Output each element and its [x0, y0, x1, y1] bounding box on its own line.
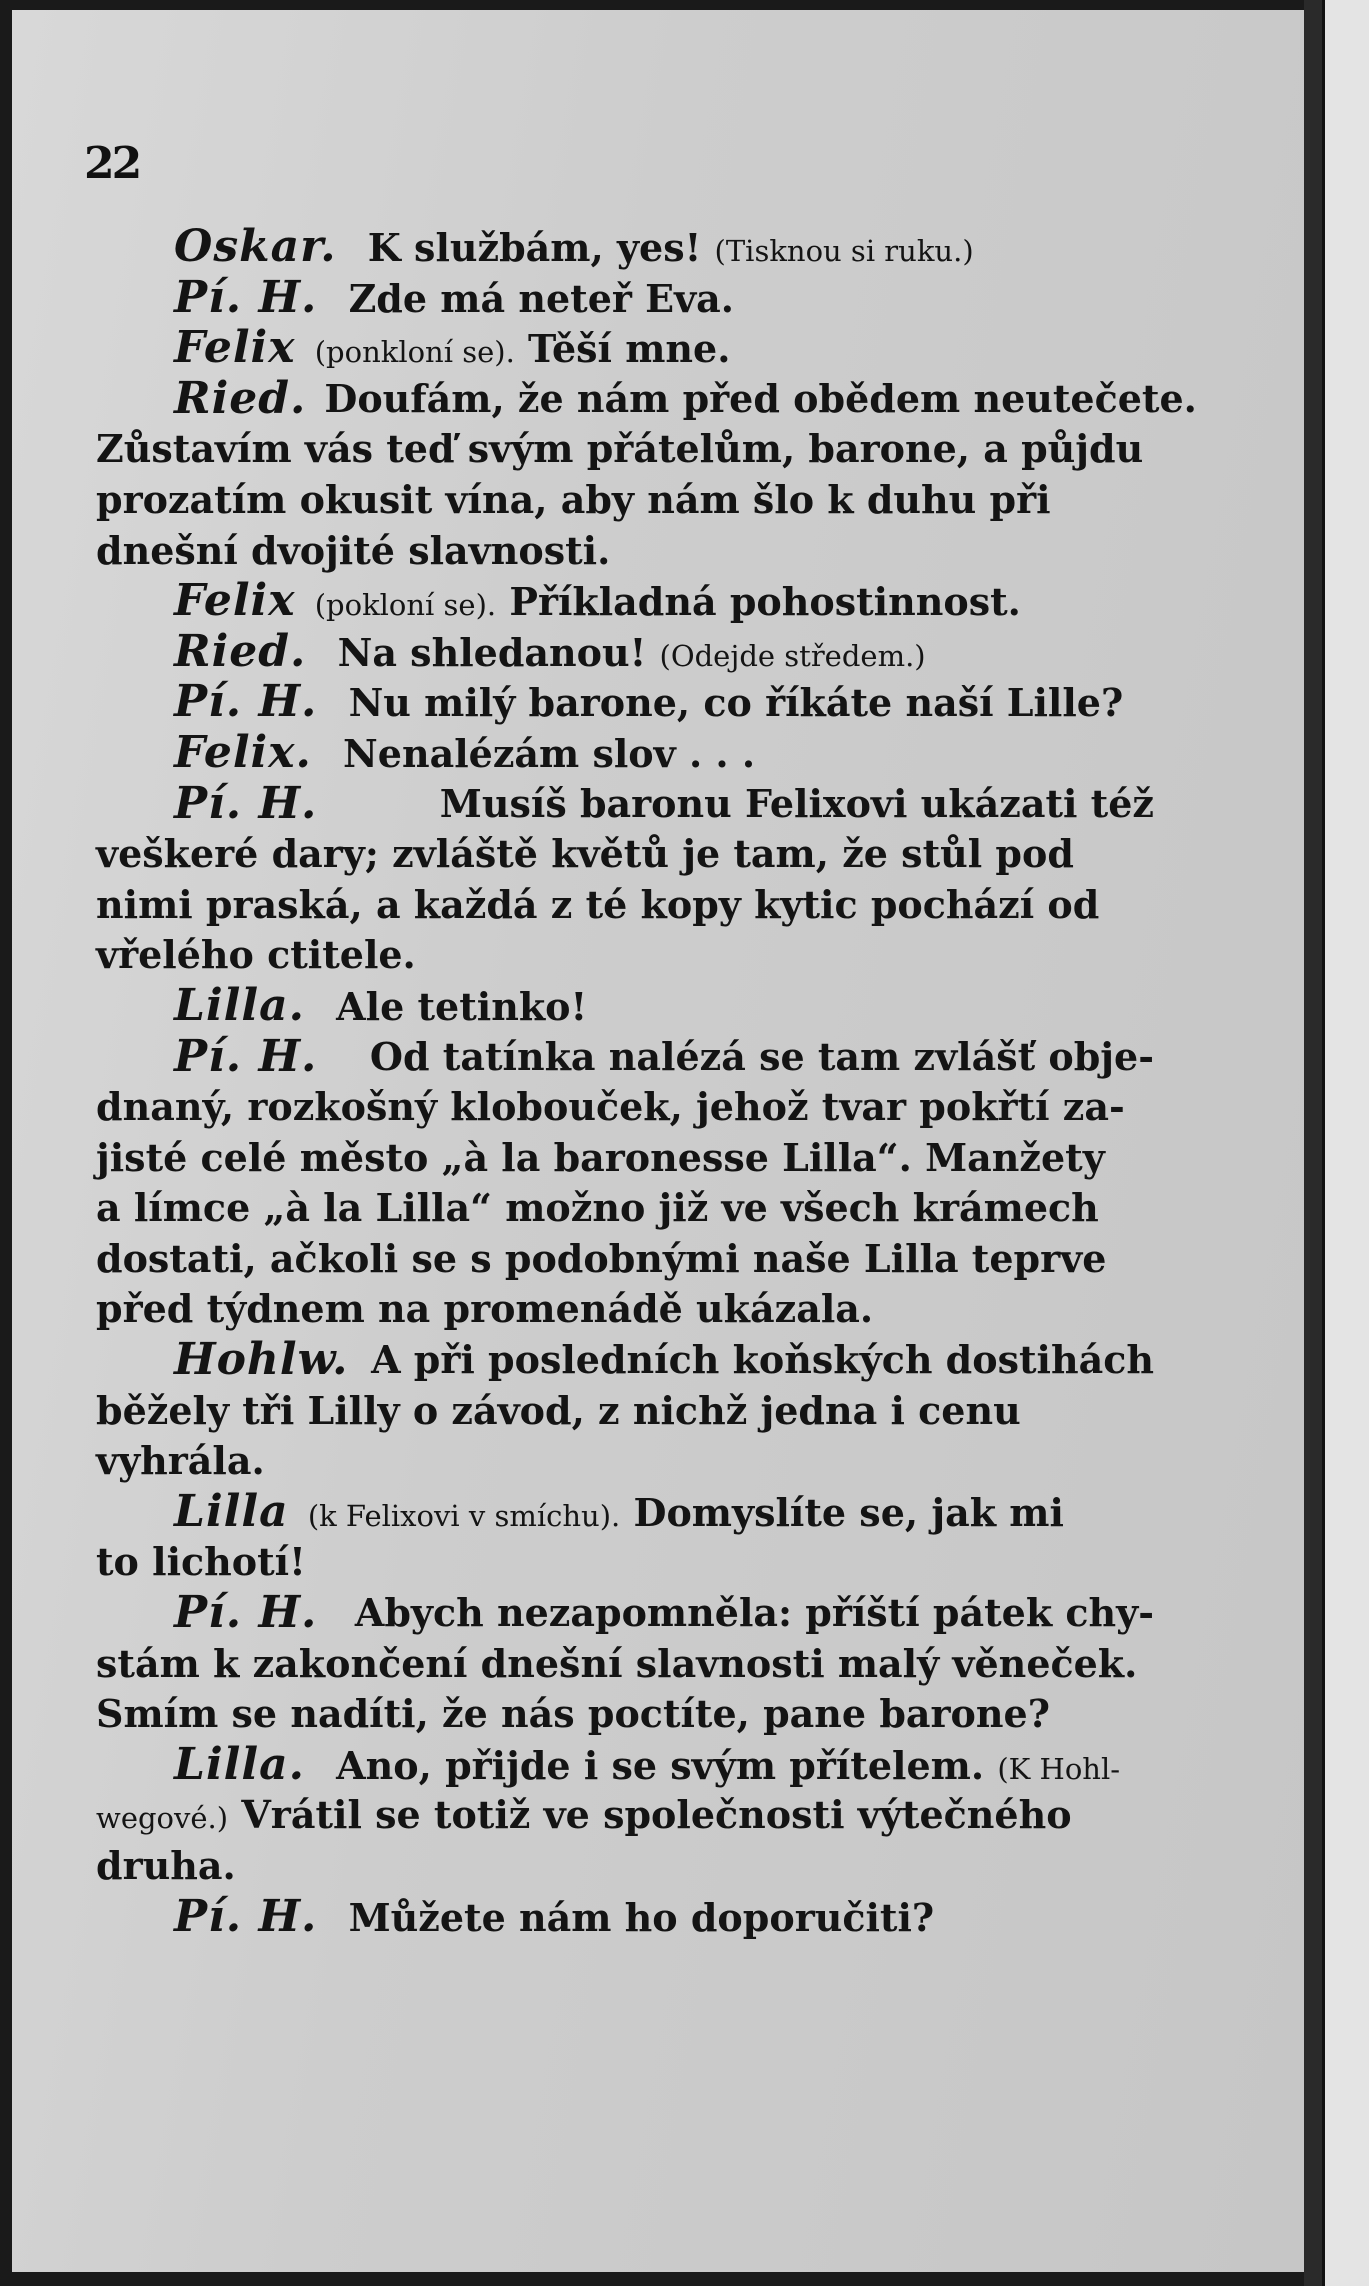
dialogue-text: A při posledních koňských dostihách [371, 1337, 1154, 1383]
play-text [96, 221, 1197, 1942]
dialogue-text: vyhrála. [96, 1438, 265, 1484]
dialogue-text: Doufám, že nám před obědem neutečete. [324, 375, 1197, 421]
speaker-name: Felix. [174, 726, 312, 778]
facing-page-edge [1322, 0, 1369, 2286]
text-line [96, 424, 1154, 475]
text-line [96, 1234, 1154, 1285]
stage-direction: (Tisknou si ruku.) [714, 234, 974, 268]
dialogue-text: Nenalézám slov . . . [343, 730, 756, 776]
dialogue-text: a límce „à la Lilla“ možno již ve všech krámech [96, 1185, 1099, 1231]
dialogue-text: Ano, přijde i se svým přítelem. [336, 1742, 985, 1788]
dialogue-text: před týdnem na promenádě ukázala. [96, 1286, 874, 1332]
dialogue-text: Vrátil se totiž ve společnosti výtečného [241, 1792, 1072, 1838]
text-line [96, 1841, 1154, 1892]
dialogue-text: veškeré dary; zvláště květů je tam, že stůl pod [96, 831, 1074, 877]
text-line [96, 880, 1154, 931]
speaker-name: Ried. [174, 372, 307, 424]
dialogue-text: běžely tři Lilly o závod, z nichž jedna i cenu [96, 1387, 1021, 1433]
dialogue-text: Těší mne. [528, 326, 731, 372]
text-line [96, 222, 1154, 273]
speaker-name: Lilla. [174, 979, 305, 1031]
dialogue-text: Na shledanou! [337, 629, 647, 675]
text-line [96, 1032, 1154, 1083]
stage-direction: (Odejde středem.) [659, 638, 926, 673]
stage-direction: (pokloní se). [314, 588, 497, 623]
dialogue-text: Ale tetinko! [336, 983, 588, 1029]
text-line [96, 1639, 1154, 1690]
stage-direction: wegové.) [96, 1801, 229, 1836]
text-line [96, 526, 1154, 577]
text-line [96, 1284, 1154, 1335]
dialogue-text: Příkladná pohostinnost. [509, 579, 1021, 625]
dialogue-text: dostati, ačkoli se s podobnými naše Lilla teprve [96, 1235, 1107, 1281]
dialogue-text: jisté celé město „à la baronesse Lilla“. Manžety [96, 1134, 1105, 1180]
text-line [96, 930, 1154, 981]
text-line [96, 677, 1154, 728]
dialogue-text: druha. [96, 1843, 236, 1888]
text-line [96, 475, 1154, 526]
stage-direction: (k Felixovi v smíchu). [307, 1498, 621, 1533]
dialogue-text: prozatím okusit vína, aby nám šlo k duhu při [96, 476, 1051, 522]
text-line [96, 627, 1154, 678]
speaker-name: Pí. H. [174, 1890, 318, 1942]
speaker-name: Felix [174, 575, 296, 627]
dialogue-text: stám k zakončení dnešní slavnosti malý věneček. [96, 1640, 1138, 1686]
speaker-name: Hohlw. [174, 1334, 349, 1386]
text-line [96, 829, 1154, 880]
dialogue-text: Smím se nadíti, že nás poctíte, pane barone? [96, 1691, 1050, 1737]
text-line [96, 1588, 1154, 1639]
text-line [96, 1436, 1154, 1487]
dialogue-text: Od tatínka nalézá se tam zvlášť obje- [369, 1033, 1154, 1079]
text-line [96, 981, 1154, 1032]
text-line [96, 273, 1154, 324]
stage-direction: (K Hohl- [997, 1751, 1121, 1786]
speaker-name: Pí. H. [174, 777, 318, 829]
dialogue-text: Abych nezapomněla: příští pátek chy- [354, 1590, 1154, 1636]
dialogue-text: Zde má neteř Eva. [348, 275, 735, 321]
text-line [96, 1082, 1154, 1133]
speaker-name: Felix [174, 322, 296, 374]
speaker-name: Lilla. [174, 1738, 305, 1790]
text-line [96, 1740, 1154, 1791]
dialogue-text: nimi praská, a každá z té kopy kytic pochází od [96, 881, 1100, 927]
text-line [96, 1335, 1154, 1386]
dialogue-text: dnešní dvojité slavnosti. [96, 527, 611, 573]
speaker-name: Pí. H. [174, 1030, 318, 1082]
speaker-name: Pí. H. [174, 1587, 318, 1639]
speaker-name: Oskar. [174, 221, 337, 272]
dialogue-text: vřelého ctitele. [96, 932, 416, 978]
text-line [96, 779, 1154, 830]
text-line [96, 1537, 1154, 1588]
dialogue-text: Musíš baronu Felixovi ukázati též [439, 780, 1154, 826]
page-number: 22 [84, 138, 140, 189]
dialogue-text: Zůstavím vás teď svým přátelům, barone, a půjdu [96, 426, 1144, 472]
text-line [96, 1133, 1154, 1184]
text-line [96, 1386, 1154, 1437]
dialogue-text: Můžete nám ho doporučiti? [348, 1894, 935, 1940]
dialogue-text: K službám, yes! [367, 225, 702, 270]
page-gutter [1304, 0, 1322, 2286]
text-line [96, 1892, 1154, 1943]
text-line [96, 1689, 1154, 1740]
text-line [96, 323, 1154, 374]
speaker-name: Pí. H. [174, 676, 318, 728]
text-line [96, 1790, 1154, 1841]
dialogue-text: dnaný, rozkošný klobouček, jehož tvar pokřtí za- [96, 1084, 1125, 1130]
text-line [96, 576, 1154, 627]
speaker-name: Ried. [174, 625, 307, 677]
text-line [96, 1487, 1154, 1538]
text-line [96, 372, 1197, 425]
dialogue-text: Domyslíte se, jak mi [633, 1489, 1064, 1535]
speaker-name: Pí. H. [174, 271, 318, 323]
stage-direction: (ponkloní se). [314, 335, 515, 370]
dialogue-text: to lichotí! [96, 1539, 306, 1585]
dialogue-text: Nu milý barone, co říkáte naší Lille? [348, 680, 1124, 726]
text-line [96, 1183, 1154, 1234]
text-line [96, 728, 1154, 779]
speaker-name: Lilla [174, 1485, 289, 1537]
